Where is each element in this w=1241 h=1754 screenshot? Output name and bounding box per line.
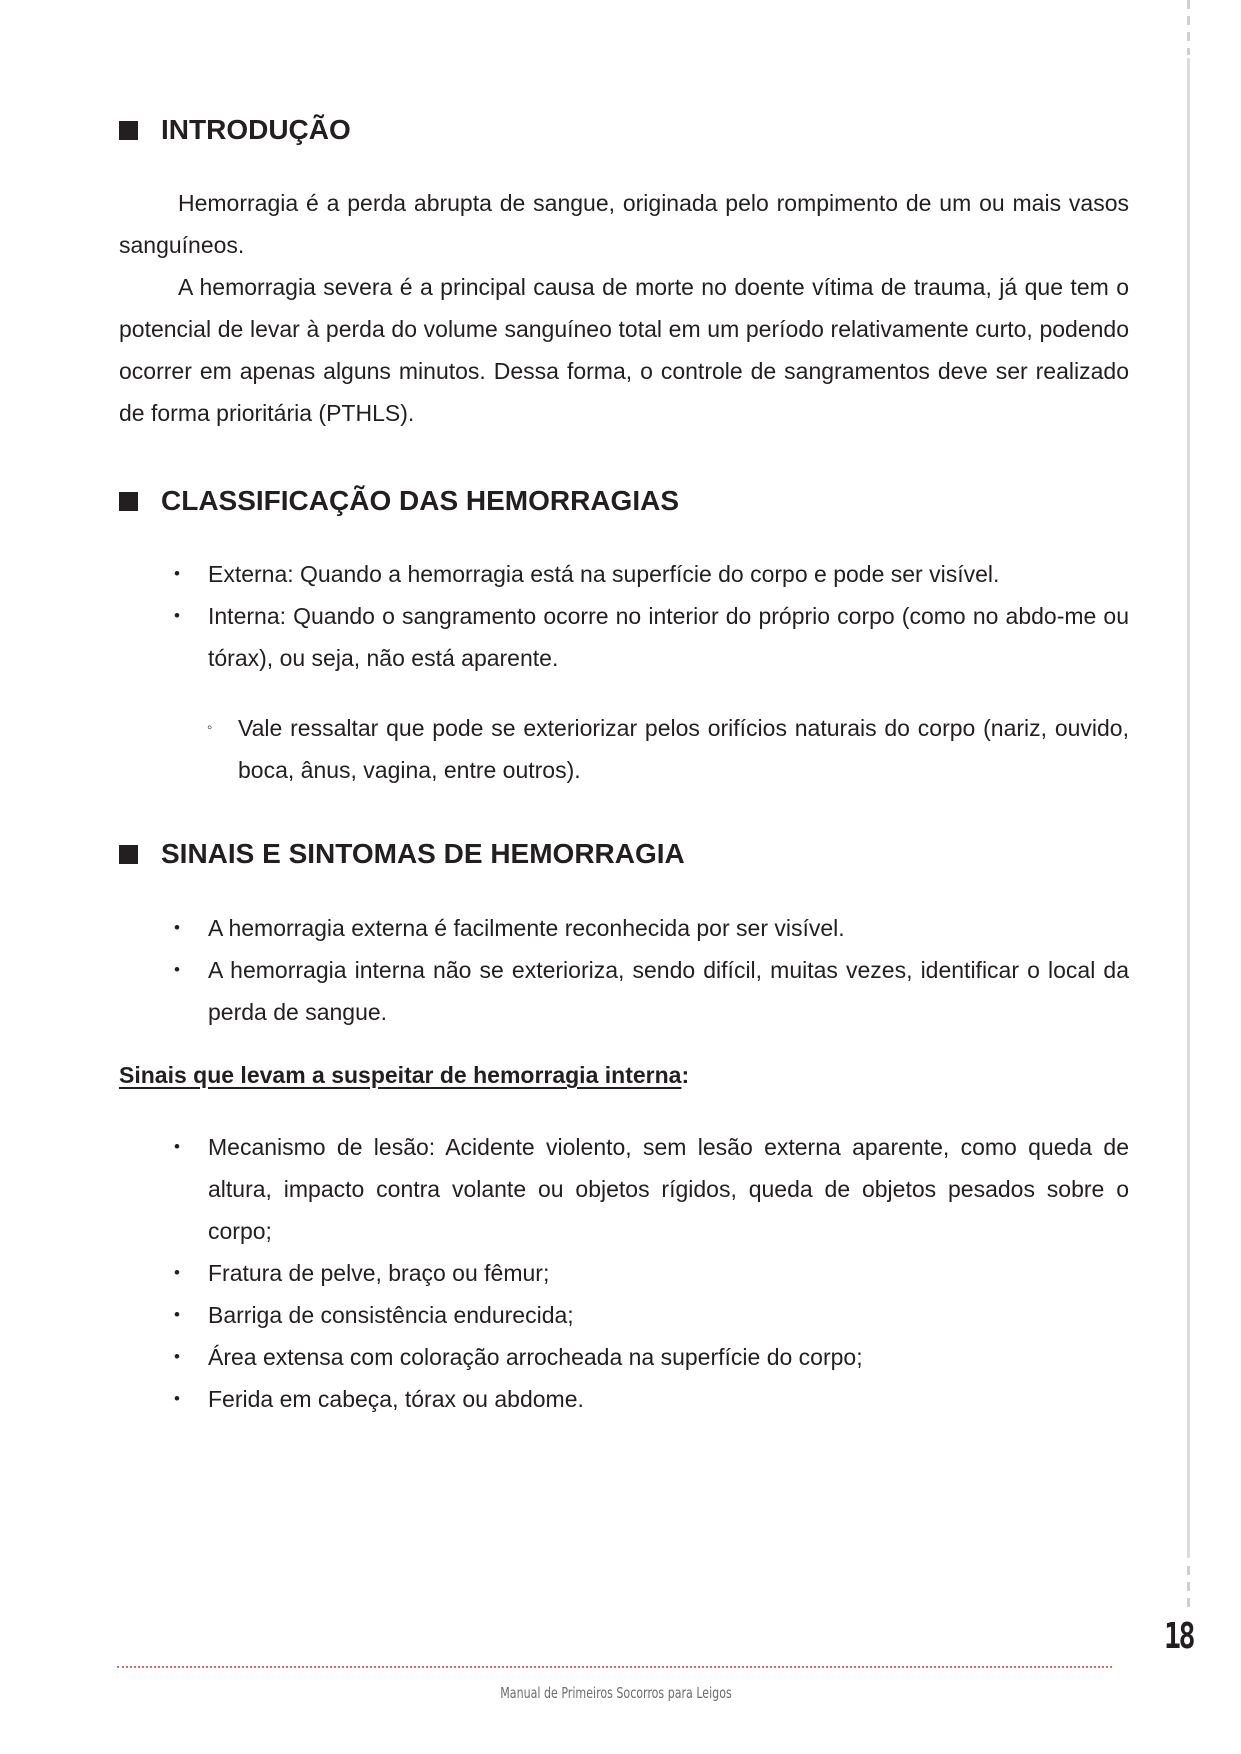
bullet-icon: •: [174, 960, 180, 979]
intro-paragraph-2: A hemorragia severa é a principal causa de morte no doente vítima de trauma, já que tem o potencial de levar à perda do volume sanguíneo total em um período relativamente curto, podendo ocorrer em apenas alguns minutos. Dessa forma, o controle de sangramentos deve ser realizado de forma prioritária (PTHLS).: [119, 274, 1129, 426]
side-rule-dashed-top: [1187, 0, 1190, 55]
footer-title: Manual de Primeiros Socorros para Leigos: [500, 1684, 732, 1702]
list-item: • Mecanismo de lesão: Acidente violento, sem lesão externa aparente, como queda de altura, impacto contra volante ou objetos rígidos, queda de objetos pesados sobre o corpo;: [174, 1126, 1129, 1252]
list-item: • Ferida em cabeça, tórax ou abdome.: [174, 1378, 1129, 1420]
signs-list: [174, 907, 1129, 1033]
sub-bullet-icon: ◦: [207, 719, 213, 736]
heading-square-icon: [119, 121, 138, 140]
bullet-icon: •: [174, 918, 180, 937]
section-title: CLASSIFICAÇÃO DAS HEMORRAGIAS: [161, 485, 680, 516]
list-item: ◦ Vale ressaltar que pode se exteriorizar pelos orifícios naturais do corpo (nariz, ouvido, boca, ânus, vagina, entre outros).: [207, 707, 1129, 791]
side-rule-dashed-bottom: [1187, 1566, 1190, 1608]
classification-list: [174, 553, 1129, 679]
bullet-icon: •: [174, 1389, 180, 1408]
page-number: 18: [1164, 1616, 1194, 1657]
intro-paragraph-1: Hemorragia é a perda abrupta de sangue, originada pelo rompimento de um ou mais vasos sanguíneos.: [119, 190, 1129, 258]
suspect-heading: Sinais que levam a suspeitar de hemorragia interna:: [119, 1062, 690, 1088]
section-heading-classification: [119, 485, 679, 517]
list-item: • Área extensa com coloração arrocheada na superfície do corpo;: [174, 1336, 1129, 1378]
section-heading-signs: [119, 838, 685, 870]
list-item: • Interna: Quando o sangramento ocorre no interior do próprio corpo (como no abdo-me ou tórax), ou seja, não está aparente.: [174, 595, 1129, 679]
bullet-icon: •: [174, 1137, 180, 1156]
list-item: • Externa: Quando a hemorragia está na superfície do corpo e pode ser visível.: [174, 553, 1129, 595]
bullet-icon: •: [174, 1305, 180, 1324]
heading-square-icon: [119, 845, 138, 864]
side-rule: [1187, 58, 1190, 1558]
footer-rule: [117, 1666, 1112, 1668]
section-title: INTRODUÇÃO: [161, 114, 351, 145]
list-item: • Barriga de consistência endurecida;: [174, 1294, 1129, 1336]
list-item: • Fratura de pelve, braço ou fêmur;: [174, 1252, 1129, 1294]
section-title: SINAIS E SINTOMAS DE HEMORRAGIA: [161, 838, 685, 869]
bullet-icon: •: [174, 1263, 180, 1282]
heading-square-icon: [119, 492, 138, 511]
suspect-list: [174, 1126, 1129, 1420]
bullet-icon: •: [174, 564, 180, 583]
section-heading-intro: [119, 114, 351, 146]
list-item: • A hemorragia interna não se exterioriza, sendo difícil, muitas vezes, identificar o local da perda de sangue.: [174, 949, 1129, 1033]
bullet-icon: •: [174, 1347, 180, 1366]
classification-sublist: [207, 707, 1129, 791]
bullet-icon: •: [174, 606, 180, 625]
list-item: • A hemorragia externa é facilmente reconhecida por ser visível.: [174, 907, 1129, 949]
